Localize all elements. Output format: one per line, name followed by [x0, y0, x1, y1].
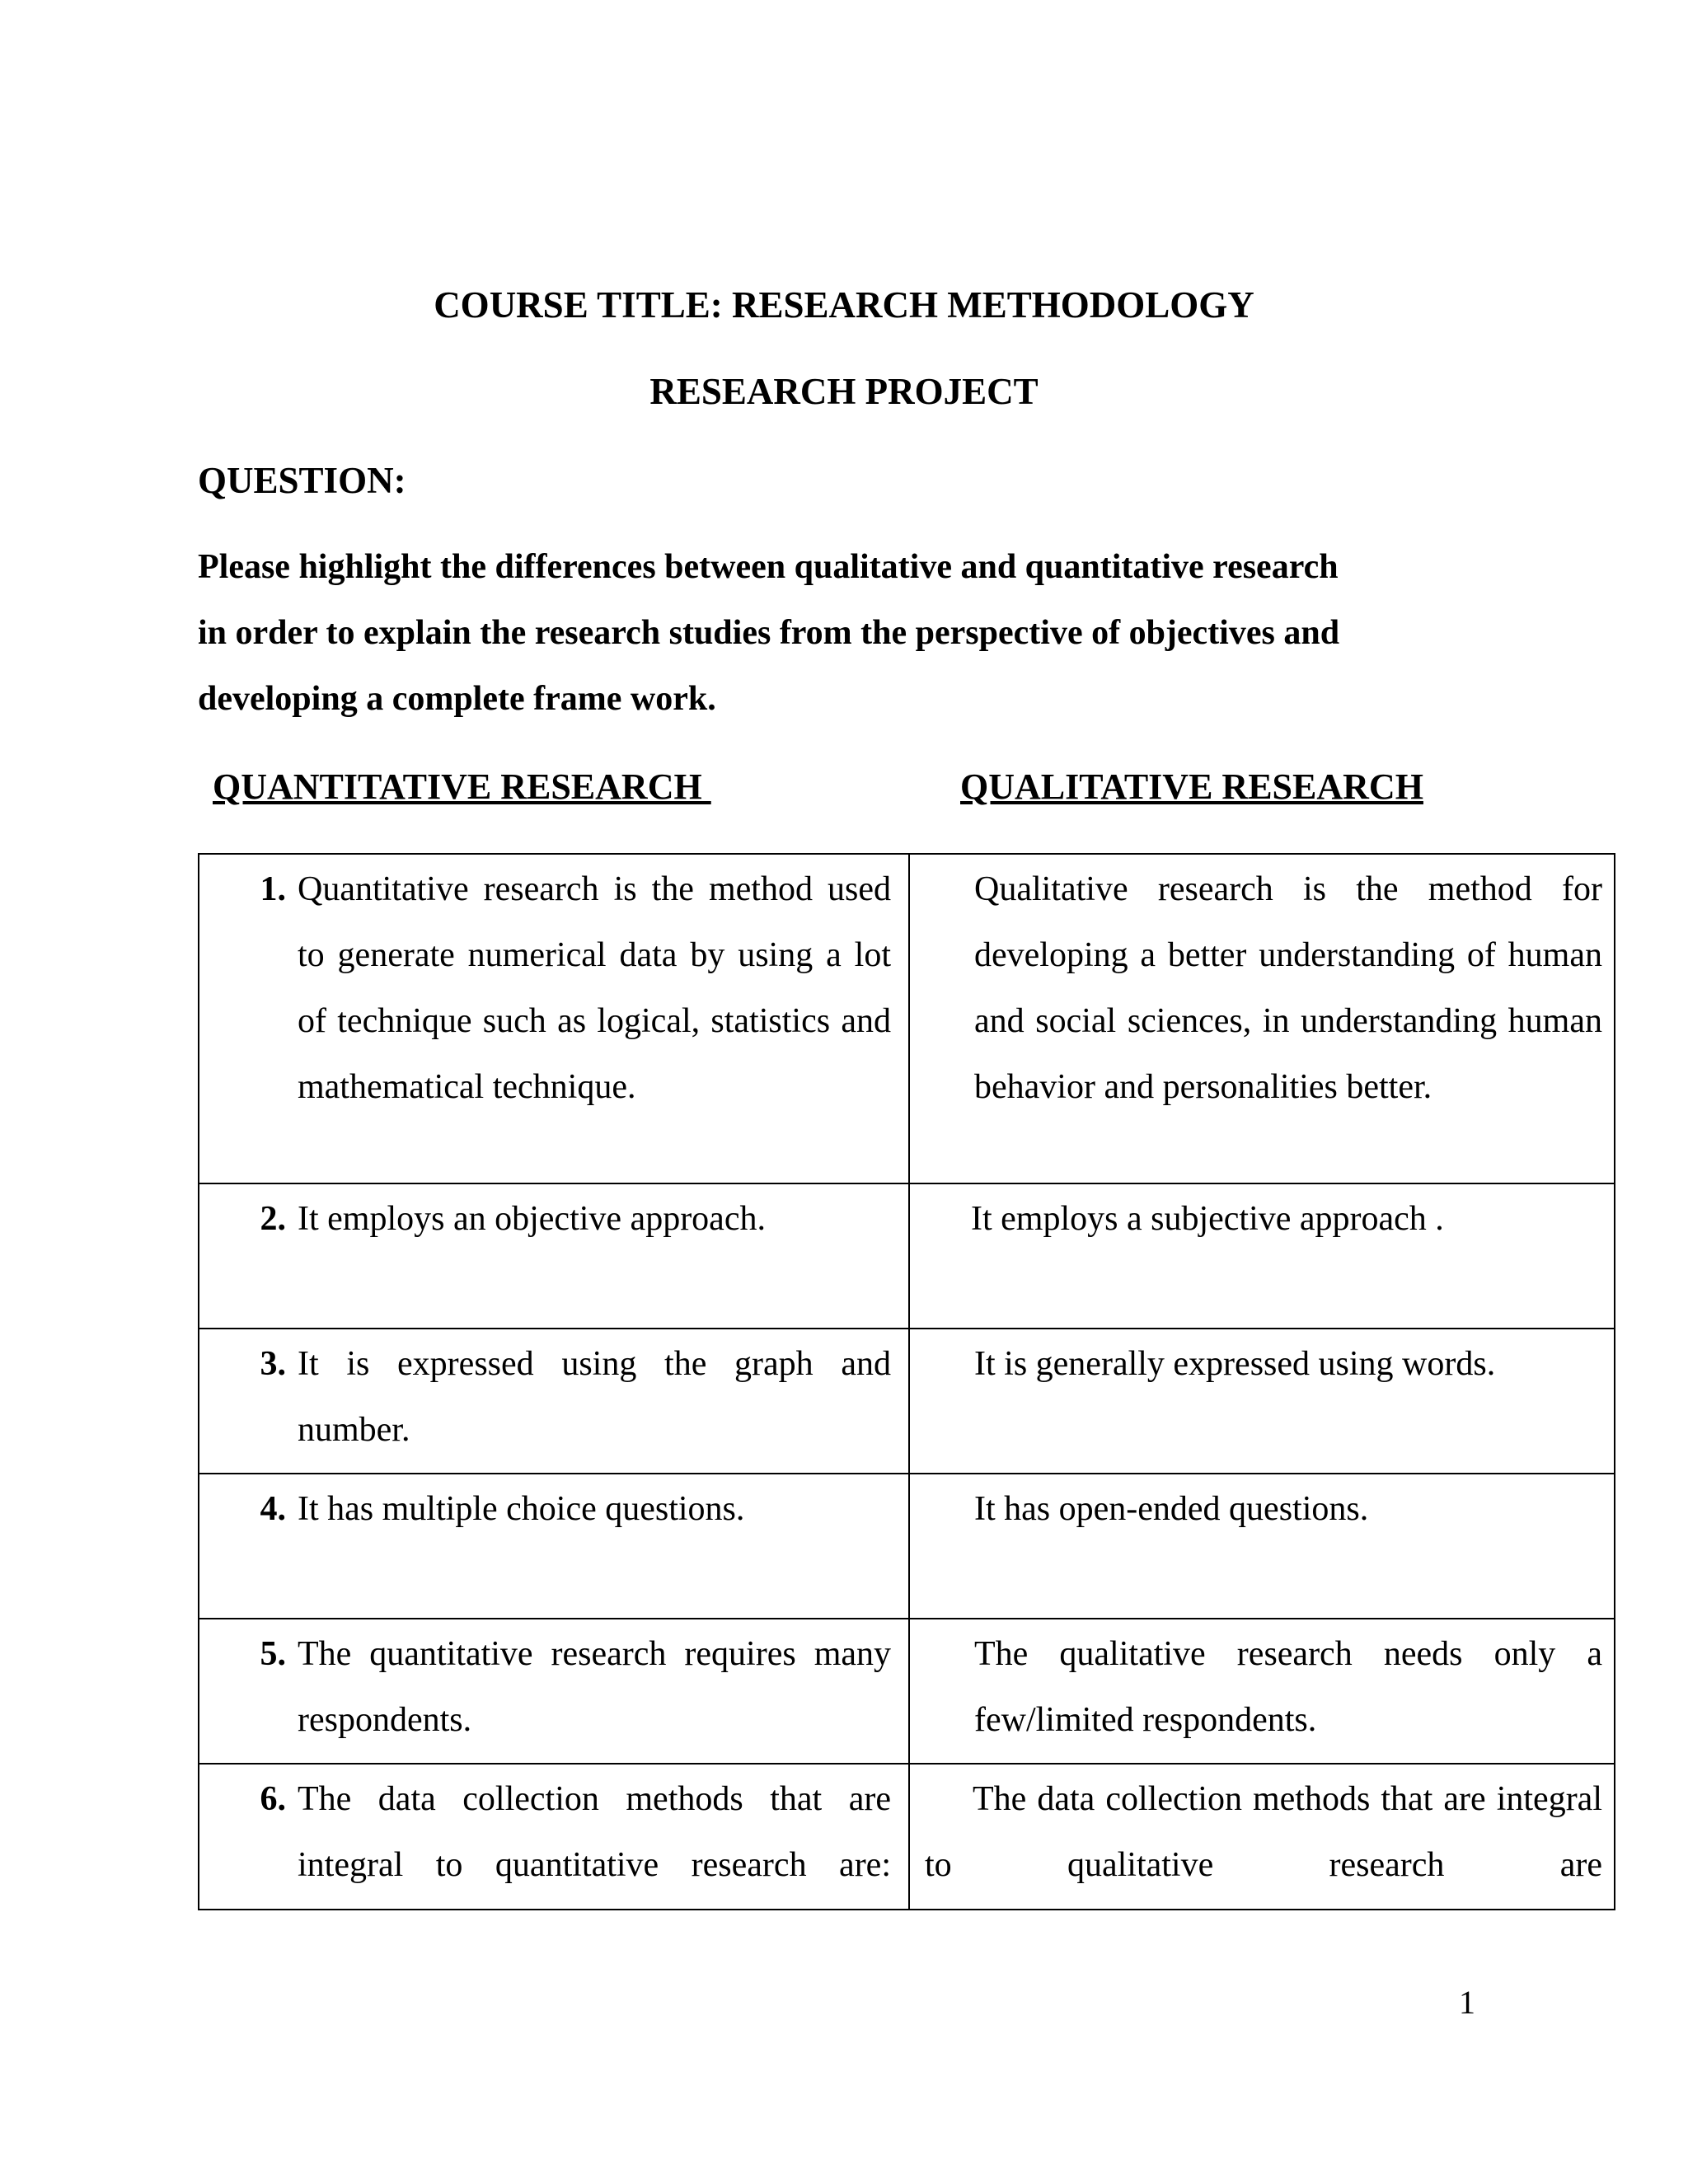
qualitative-cell	[909, 1619, 1615, 1764]
project-title: RESEARCH PROJECT	[649, 371, 1039, 412]
qualitative-text: It employs a subjective approach .	[971, 1200, 1444, 1238]
qualitative-cell	[909, 854, 1615, 1183]
question-line-2: in order to explain the research studies from the perspective of objectives and	[198, 614, 1340, 652]
table-row	[199, 1764, 1615, 1910]
row-number: 1.	[260, 870, 286, 908]
row-number: 2.	[260, 1200, 286, 1238]
row-number: 3.	[260, 1345, 286, 1383]
table-row	[199, 1619, 1615, 1764]
quantitative-cell	[199, 1183, 909, 1329]
question-line-1: Please highlight the differences between qualitative and quantitative research	[198, 548, 1339, 586]
quantitative-cell	[199, 854, 909, 1183]
question-line-3: developing a complete frame work.	[198, 680, 716, 718]
table-row	[199, 1183, 1615, 1329]
quantitative-text: The quantitative research requires many respondents.	[298, 1635, 891, 1739]
qualitative-cell	[909, 1764, 1615, 1910]
table-row	[199, 854, 1615, 1183]
qualitative-heading: QUALITATIVE RESEARCH	[960, 766, 1423, 807]
quantitative-cell	[199, 1619, 909, 1764]
quantitative-heading: QUANTITATIVE RESEARCH	[213, 766, 711, 807]
table-row	[199, 1329, 1615, 1474]
quantitative-text: The data collection methods that are integral to quantitative research are:	[298, 1780, 891, 1884]
qualitative-cell	[909, 1329, 1615, 1474]
row-number: 5.	[260, 1635, 286, 1673]
course-title: COURSE TITLE: RESEARCH METHODOLOGY	[434, 284, 1254, 326]
qualitative-cell	[909, 1474, 1615, 1619]
comparison-table	[198, 853, 1615, 1910]
row-number: 4.	[260, 1490, 286, 1528]
row-number: 6.	[260, 1780, 286, 1818]
qualitative-text: It is generally expressed using words.	[974, 1345, 1496, 1383]
quantitative-cell	[199, 1474, 909, 1619]
qualitative-cell	[909, 1183, 1615, 1329]
quantitative-cell	[199, 1764, 909, 1910]
qualitative-text: It has open-ended questions.	[974, 1490, 1369, 1528]
page-number: 1	[1459, 1984, 1475, 2021]
question-label: QUESTION:	[198, 460, 406, 501]
qualitative-text: Qualitative research is the method for developing a better understanding of human and social sciences, in understanding human behavior and personalities better.	[974, 870, 1602, 1106]
quantitative-cell	[199, 1329, 909, 1474]
table-row	[199, 1474, 1615, 1619]
qualitative-text: The qualitative research needs only a few/limited respondents.	[974, 1635, 1602, 1739]
quantitative-text: It has multiple choice questions.	[298, 1490, 745, 1528]
quantitative-text: It employs an objective approach.	[298, 1200, 766, 1238]
quantitative-text: Quantitative research is the method used to generate numerical data by using a lot of technique such as logical, statistics and mathematical technique.	[298, 870, 891, 1106]
quantitative-text: It is expressed using the graph and number.	[298, 1345, 891, 1449]
qualitative-text: The data collection methods that are integral to qualitative research are	[925, 1780, 1602, 1884]
